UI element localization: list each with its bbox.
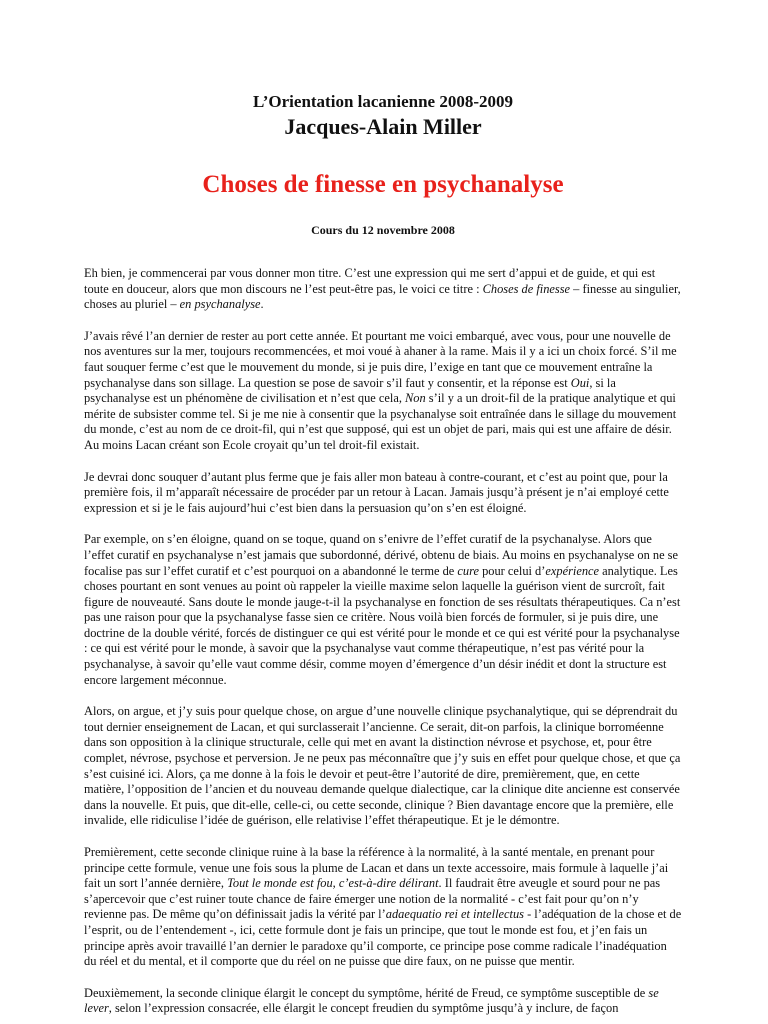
italic-text: se lever — [84, 985, 659, 1016]
paragraph-text: . — [260, 297, 264, 312]
paragraph-text: analytique. Les choses pourtant en sont venues au point où rappeler la vieille maxime selon laquelle la guérison vient de surcroît, fait figure de nouveauté. Sans doute le monde jauge-t-il la psychanalyse en fonction de ses résultats thérapeutiques. Ca n’est pas une raison pour que la psychanalyse fasse sien ce critère. Nous voilà bien forcés de formuler, si je puis dire, une doctrine de la double vérité, forcés de distinguer ce qui est vérité pour le monde et ce qui est vérité pour la psychanalyse : ce qui est vérité pour le monde, à savoir que la psychanalyse vaut comme thérapeutique, n’est pas vérité pour la psychanalyse, à savoir qu’elle vaut comme désir, comme moyen d’émergence d’un désir inédit et dont la structure est encore largement méconnue. — [84, 563, 681, 687]
italic-text: expérience — [545, 563, 600, 578]
paragraph-text: , si la psychanalyse est un phénomène de civilisation et n’est que cela, — [84, 375, 616, 406]
paragraph-text: Premièrement, cette seconde clinique ruine à la base la référence à la normalité, à la santé mentale, en prenant pour principe cette formule, venue une fois sous la plume de Lacan et dans un texte accessoire, mais formule à laquelle j’ai fait un sort l’année dernière, — [84, 845, 669, 891]
paragraph — [84, 986, 682, 1017]
paragraph — [84, 329, 682, 454]
paragraph — [84, 704, 682, 829]
paragraph — [84, 266, 682, 313]
paragraph-text: – finesse au singulier, choses au pluriel – — [84, 281, 681, 312]
paragraph-text: Eh bien, je commencerai par vous donner mon titre. C’est une expression qui me sert d’appui et de guide, et qui est toute en douceur, alors que mon discours ne l’est peut-être pas, le voici ce titre : — [84, 266, 656, 296]
document-body — [84, 266, 682, 1017]
lecture-title: Choses de finesse en psychanalyse — [202, 171, 564, 198]
italic-text: adaequatio rei et intellectus — [385, 907, 524, 922]
italic-text: cure — [457, 563, 479, 578]
paragraph-text: Alors, on argue, et j’y suis pour quelque chose, on argue d’une nouvelle clinique psychanalytique, qui se déprendrait du tout dernier enseignement de Lacan, et qui surclasserait l’ancienne. Ce serait, dit-on parfois, la clinique borroméenne dans son opposition à la clinique structurale, celle qui met en avant la distinction névrose et psychose, et, pour être complet, névrose, psychose et perversion. Je ne peux pas méconnaître que j’y suis en effet pour quelque chose, et que ça s’est cuisiné ici. Alors, ça me donne à la fois le devoir et peut-être l’autorité de dire, premièrement, que, en cette matière, l’opposition de l’ancien et du nouveau demande quelque dialectique, car la clinique dite ancienne est conservée dans la nouvelle. Et puis, que dit-elle, celle-ci, ou cette seconde, clinique ? Bien davantage encore que la première, elle invalide, elle ridiculise l’idée de guérison, elle relativise l’effet thérapeutique. Et je le démontre. — [84, 704, 681, 828]
paragraph-text: Deuxièmement, la seconde clinique élargit le concept du symptôme, hérité de Freud, ce symptôme susceptible de — [84, 985, 649, 1000]
paragraph-text: Je devrai donc souquer d’autant plus ferme que je fais aller mon bateau à contre-courant, et c’est au point que, pour la première fois, il m’apparaît nécessaire de procéder par un retour à Lacan. Jamais jusqu’à présent je n’ai employé cette expression et si je le fais aujourd’hui c’est bien dans la persuasion qu’on s’en est éloigné. — [84, 469, 669, 515]
paragraph — [84, 532, 682, 688]
italic-text: Non — [405, 391, 426, 406]
paragraph-text: , selon l’expression consacrée, elle élargit le concept freudien du symptôme jusqu’à y inclure, de façon — [108, 1001, 619, 1016]
series-heading: L’Orientation lacanienne 2008-2009 — [252, 92, 514, 111]
author-name: Jacques-Alain Miller — [284, 114, 482, 139]
lecture-date: Cours du 12 novembre 2008 — [311, 223, 455, 237]
paragraph-text: . Il faudrait être aveugle et sourd pour ne pas s’apercevoir que c’est ruiner toute chance de faire émerger une notion de la normalité - c’est fait pour qu’on n’y revienne pas. De même qu’on définissait jadis la vérité par l’ — [84, 876, 661, 922]
italic-text: Tout le monde est fou, c’est-à-dire délirant — [227, 876, 439, 891]
italic-text: Oui — [570, 375, 590, 390]
paragraph — [84, 845, 682, 970]
italic-text: Choses de finesse — [482, 281, 571, 296]
paragraph-text: pour celui d’ — [478, 563, 546, 578]
paragraph-text: s’il y a un droit-fil de la pratique analytique et qui mérite de subsister comme tel. Si je me nie à consentir que la psychanalyse soit entraînée dans le sillage du mouvement du monde, c’est au nom de ce droit-fil, qui n’est que supposé, qui est un objet de pari, mais qui est une affaire de désir. Au moins Lacan créant son Ecole croyait qu’un tel droit-fil existait. — [84, 391, 677, 452]
paragraph-text: - l’adéquation de la chose et de l’esprit, ou de l’entendement -, ici, cette formule dont je fais un principe, que tout le monde est fou, et j’en fais un principe après avoir travaillé l’an dernier le paradoxe qu’il comporte, ce principe pose comme radicale l’inadéquation du réel et du mental, et il comporte que du réel on ne puisse que dire faux, on ne puisse que mentir. — [84, 907, 682, 969]
italic-text: en psychanalyse — [179, 297, 261, 312]
paragraph-text: Par exemple, on s’en éloigne, quand on se toque, quand on s’enivre de l’effet curatif de la psychanalyse. Alors que l’effet curatif en psychanalyse n’est jamais que subordonné, dérivé, obtenu de biais. Au moins en psychanalyse on ne se focalise pas sur l’effet curatif et c’est pourquoi on a abandonné le terme de — [84, 532, 679, 578]
paragraph — [84, 470, 682, 517]
paragraph-text: J’avais rêvé l’an dernier de rester au port cette année. Et pourtant me voici embarqué, avec vous, pour une nouvelle de nos aventures sur la mer, toujours recommencées, et moi voué à ahaner à la rame. Mais il y a ici un choix forcé. S’il me faut souquer ferme c’est que le mouvement du monde, si je puis dire, l’exige en tant que ce mouvement entraîne la psychanalyse dans son sillage. La question se pose de savoir s’il faut y consentir, et la réponse est — [84, 328, 677, 390]
